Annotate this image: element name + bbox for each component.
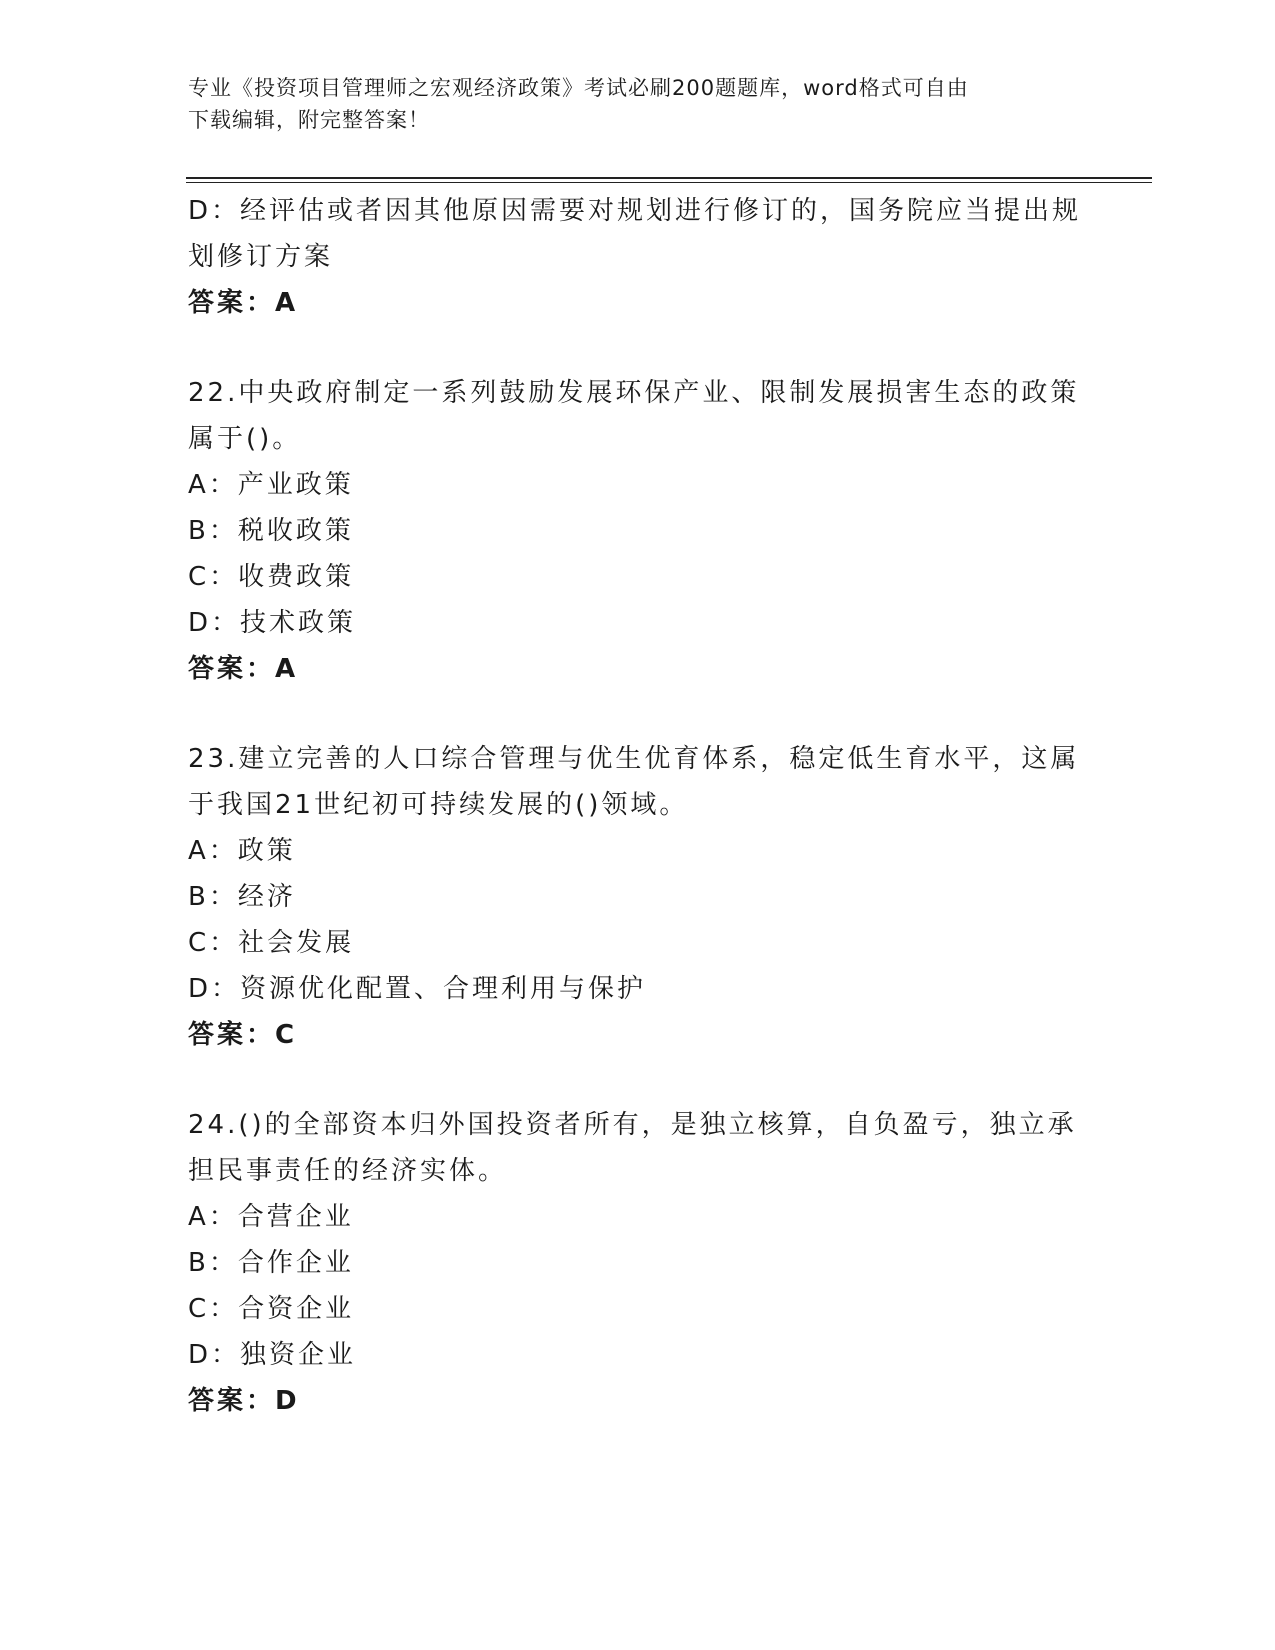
option-b: B：经济 [188,882,296,912]
option-d: D：独资企业 [188,1340,357,1370]
question-stem: 24.()的全部资本归外国投资者所有，是独立核算，自负盈亏，独立承担民事责任的经济实体。 [188,1110,1077,1186]
option-b: B：合作企业 [188,1248,354,1278]
document-body [188,188,1088,1424]
option-b: B：税收政策 [188,516,354,546]
option-a: A：产业政策 [188,470,354,500]
header-title-line-2: 下载编辑，附完整答案！ [188,108,430,132]
answer: 答案：D [188,1386,300,1416]
header-divider [186,177,1152,183]
continued-question [188,188,1088,326]
option-a: A：政策 [188,836,296,866]
document-header [188,72,1068,136]
option-a: A：合营企业 [188,1202,354,1232]
answer: 答案：A [188,654,299,684]
header-title-line-1: 专业《投资项目管理师之宏观经济政策》考试必刷200题题库，word格式可自由 [188,76,969,100]
question-22 [188,370,1088,692]
option-d: D：资源优化配置、合理利用与保护 [188,974,647,1004]
option-c: C：社会发展 [188,928,355,958]
option-c: C：收费政策 [188,562,355,592]
answer: 答案：A [188,288,299,318]
question-stem: 23.建立完善的人口综合管理与优生优育体系，稳定低生育水平，这属于我国21世纪初可持续发展的()领域。 [188,744,1080,820]
question-24 [188,1102,1088,1424]
option-d: D：经评估或者因其他原因需要对规划进行修订的，国务院应当提出规划修订方案 [188,196,1082,272]
question-stem: 22.中央政府制定一系列鼓励发展环保产业、限制发展损害生态的政策属于()。 [188,378,1080,454]
answer: 答案：C [188,1020,298,1050]
option-c: C：合资企业 [188,1294,355,1324]
option-d: D：技术政策 [188,608,357,638]
question-23 [188,736,1088,1058]
